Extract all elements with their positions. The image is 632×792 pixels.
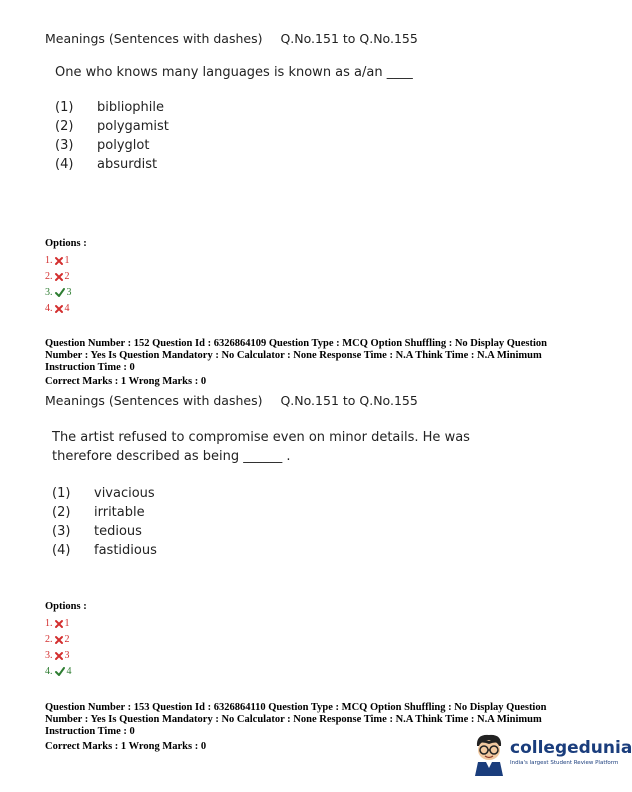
answer-mark-correct: 3. 3 — [45, 287, 72, 298]
cross-icon — [55, 257, 63, 265]
option-item: (4) absurdist — [55, 157, 158, 172]
brand-name: collegedunia — [510, 738, 632, 758]
section-title: Meanings (Sentences with dashes) — [45, 393, 263, 408]
section-heading — [45, 393, 418, 408]
marks-info: Correct Marks : 1 Wrong Marks : 0 — [45, 376, 207, 387]
option-item: (2) irritable — [52, 505, 145, 520]
cross-icon — [55, 273, 63, 281]
answer-mark-wrong: 2. 2 — [45, 634, 70, 645]
answer-mark-wrong: 1. 1 — [45, 255, 70, 266]
options-label: Options : — [45, 238, 87, 249]
section-title: Meanings (Sentences with dashes) — [45, 31, 263, 46]
option-item: (1) vivacious — [52, 486, 155, 501]
check-icon — [55, 288, 65, 297]
cross-icon — [55, 620, 63, 628]
brand-tagline: India's largest Student Review Platform — [510, 760, 619, 766]
question-range: Q.No.151 to Q.No.155 — [280, 31, 418, 46]
answer-mark-wrong: 3. 3 — [45, 650, 70, 661]
question-text: One who knows many languages is known as a/an ____ — [55, 65, 413, 80]
answer-mark-correct: 4. 4 — [45, 666, 72, 677]
question-metadata: Question Number : 153 Question Id : 6326864110 Question Type : MCQ Option Shuffling : No Display Question Number : Yes Is Question Mandatory : No Calculator : None Response Time : N.A Think Time : N.A Minimum Instruction Time : 0 — [45, 702, 547, 737]
answer-mark-wrong: 4. 4 — [45, 303, 70, 314]
option-item: (4) fastidious — [52, 543, 157, 558]
section-heading — [45, 31, 418, 46]
mascot-icon — [472, 732, 506, 776]
cross-icon — [55, 305, 63, 313]
option-item: (3) polyglot — [55, 138, 150, 153]
question-text: The artist refused to compromise even on minor details. He was therefore described as being ______ . — [52, 430, 470, 464]
cross-icon — [55, 636, 63, 644]
option-item: (3) tedious — [52, 524, 142, 539]
answer-mark-wrong: 2. 2 — [45, 271, 70, 282]
cross-icon — [55, 652, 63, 660]
option-item: (2) polygamist — [55, 119, 169, 134]
question-metadata: Question Number : 152 Question Id : 6326864109 Question Type : MCQ Option Shuffling : No Display Question Number : Yes Is Question Mandatory : No Calculator : None Response Time : N.A Think Time : N.A Minimum Instruction Time : 0 — [45, 338, 548, 373]
watermark-logo — [468, 726, 632, 782]
check-icon — [55, 667, 65, 676]
question-range: Q.No.151 to Q.No.155 — [280, 393, 418, 408]
answer-mark-wrong: 1. 1 — [45, 618, 70, 629]
options-label: Options : — [45, 601, 87, 612]
option-item: (1) bibliophile — [55, 100, 165, 115]
marks-info: Correct Marks : 1 Wrong Marks : 0 — [45, 741, 207, 752]
